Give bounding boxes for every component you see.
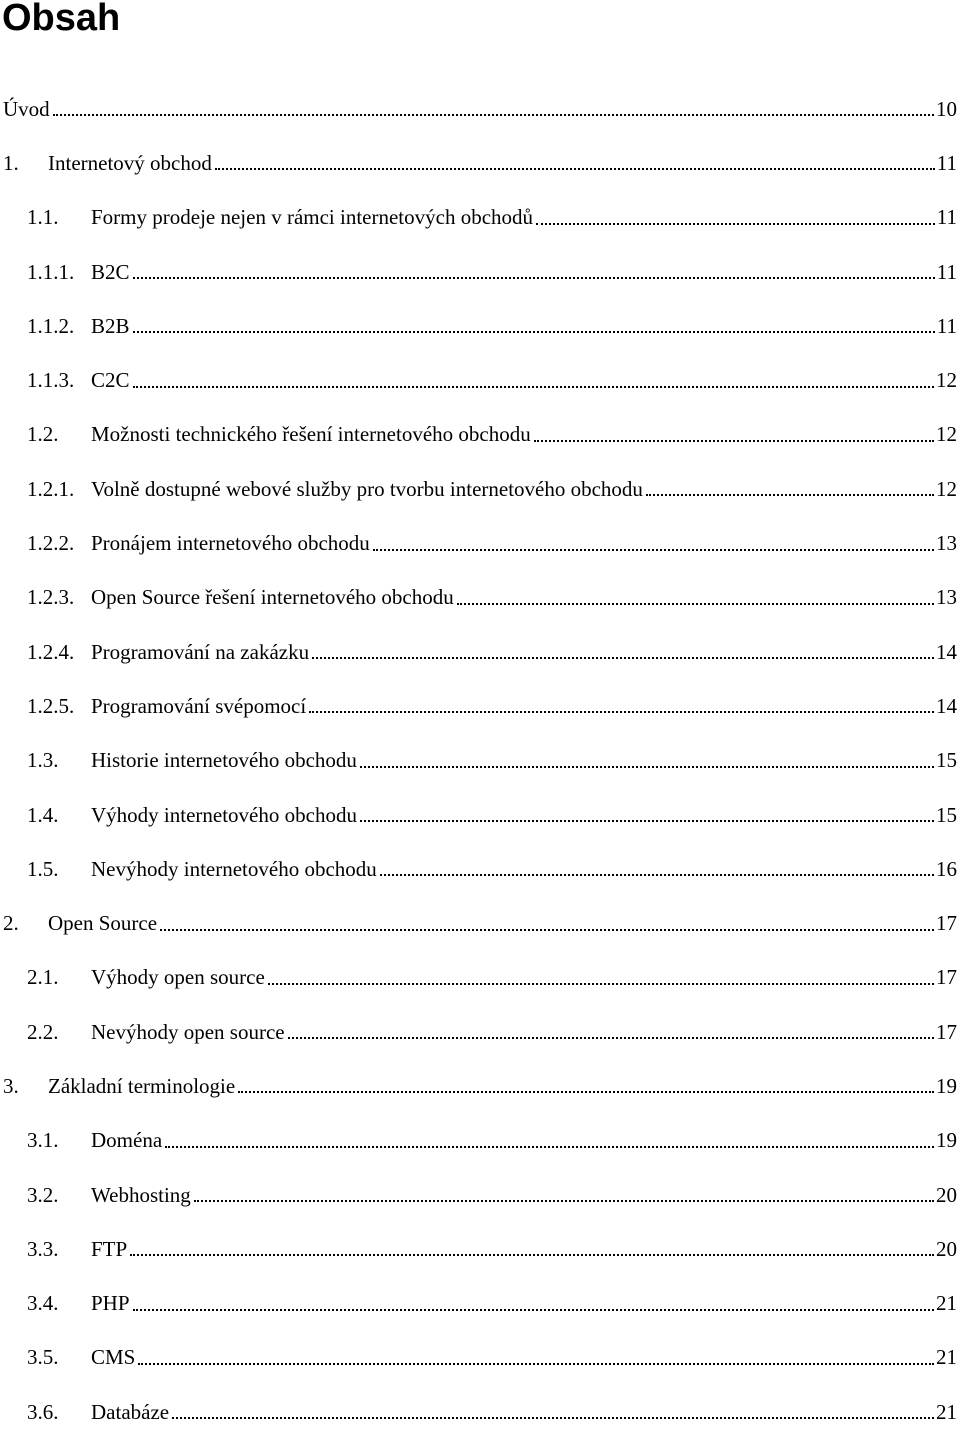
dot-leader [53, 114, 934, 116]
toc-entry[interactable] [0, 788, 960, 842]
dot-leader [373, 549, 934, 551]
dot-leader [360, 820, 934, 822]
toc-entry[interactable] [0, 1277, 960, 1331]
dot-leader [215, 168, 935, 170]
toc-entry-label: CMS [91, 1345, 136, 1370]
dot-leader [133, 277, 935, 279]
toc-entry[interactable] [0, 1331, 960, 1385]
dot-leader [534, 440, 934, 442]
toc-entry[interactable] [0, 571, 960, 625]
toc-entry[interactable] [0, 353, 960, 407]
toc-entry-page-number: 19 [936, 1073, 957, 1098]
toc-entry-label: C2C [91, 368, 130, 393]
toc-entry-label: B2B [91, 313, 130, 338]
toc-entry-page-number: 11 [936, 150, 957, 175]
toc-entry-page-number: 11 [936, 259, 957, 284]
toc-entry-label: Doména [91, 1128, 163, 1153]
toc-entry-number: 2.2. [27, 1019, 59, 1044]
toc-entry-number: 3.1. [27, 1128, 59, 1153]
toc-entry-page-number: 12 [936, 476, 957, 501]
toc-entry[interactable] [0, 1222, 960, 1276]
toc-entry-page-number: 16 [936, 856, 957, 881]
dot-leader [133, 1309, 934, 1311]
toc-entry[interactable] [0, 1114, 960, 1168]
toc-entry-number: 2.1. [27, 965, 59, 990]
toc-entry-number: 1.2.3. [27, 585, 75, 610]
toc-entry-page-number: 17 [936, 1019, 957, 1044]
toc-entry-number: 1.1.1. [27, 259, 75, 284]
toc-entry-number: 1.1.3. [27, 368, 75, 393]
toc-entry[interactable] [0, 82, 960, 136]
toc-entry-page-number: 14 [936, 639, 957, 664]
dot-leader [138, 1363, 934, 1365]
toc-entry-label: Open Source [48, 911, 158, 936]
toc-entry-page-number: 13 [936, 531, 957, 556]
toc-entry-label: Nevýhody open source [91, 1019, 285, 1044]
toc-entry-number: 3.3. [27, 1236, 59, 1261]
dot-leader [130, 1254, 934, 1256]
toc-entry-label: Formy prodeje nejen v rámci internetových obchodů [91, 205, 534, 230]
toc-entry-page-number: 21 [936, 1291, 957, 1316]
toc-entry[interactable] [0, 896, 960, 950]
toc-entry-number: 1.1. [27, 205, 59, 230]
toc-entry-label: B2C [91, 259, 130, 284]
toc-entry-page-number: 21 [936, 1399, 957, 1424]
toc-entry-page-number: 20 [936, 1236, 957, 1261]
toc-entry-page-number: 21 [936, 1345, 957, 1370]
dot-leader [160, 929, 934, 931]
dot-leader [380, 874, 934, 876]
toc-entry-page-number: 17 [936, 965, 957, 990]
toc-entry-number: 1.2. [27, 422, 59, 447]
toc-entry-label: Internetový obchod [48, 150, 212, 175]
toc-entry[interactable] [0, 842, 960, 896]
dot-leader [312, 657, 934, 659]
toc-entry-label: Možnosti technického řešení internetového obchodu [91, 422, 531, 447]
toc-entry-page-number: 13 [936, 585, 957, 610]
dot-leader [646, 494, 934, 496]
toc-entry[interactable] [0, 299, 960, 353]
toc-entry-label: Výhody internetového obchodu [91, 802, 357, 827]
dot-leader [133, 331, 935, 333]
toc-entry-number: 2. [3, 911, 19, 936]
dot-leader [194, 1200, 934, 1202]
page-title: Obsah [2, 0, 121, 39]
toc-entry[interactable] [0, 951, 960, 1005]
toc-entry-number: 3. [3, 1073, 19, 1098]
toc-entry-page-number: 17 [936, 911, 957, 936]
dot-leader [360, 766, 934, 768]
toc-entry[interactable] [0, 734, 960, 788]
toc-entry-number: 1.4. [27, 802, 59, 827]
toc-entry-page-number: 11 [936, 313, 957, 338]
toc-entry-page-number: 10 [936, 96, 957, 121]
toc-entry-number: 1.3. [27, 748, 59, 773]
toc-entry-number: 3.5. [27, 1345, 59, 1370]
toc-entry-number: 3.6. [27, 1399, 59, 1424]
toc-entry-label: Volně dostupné webové služby pro tvorbu internetového obchodu [91, 476, 643, 501]
toc-entry-label: Webhosting [91, 1182, 191, 1207]
toc-entry-page-number: 12 [936, 422, 957, 447]
toc-entry-label: Úvod [3, 96, 50, 121]
dot-leader [165, 1146, 934, 1148]
toc-entry[interactable] [0, 1005, 960, 1059]
toc-entry-page-number: 15 [936, 802, 957, 827]
toc-entry-page-number: 12 [936, 368, 957, 393]
toc-entry[interactable] [0, 408, 960, 462]
toc-entry-number: 3.2. [27, 1182, 59, 1207]
toc-entry-label: Výhody open source [91, 965, 265, 990]
toc-entry-label: FTP [91, 1236, 128, 1261]
toc-entry-number: 1.2.4. [27, 639, 75, 664]
table-of-contents [0, 82, 960, 1439]
toc-entry[interactable] [0, 191, 960, 245]
toc-entry-label: Programování svépomocí [91, 693, 307, 718]
toc-entry-label: Programování na zakázku [91, 639, 310, 664]
toc-entry-page-number: 19 [936, 1128, 957, 1153]
dot-leader [288, 1037, 934, 1039]
toc-entry[interactable] [0, 625, 960, 679]
toc-entry-label: Základní terminologie [48, 1073, 236, 1098]
toc-entry-number: 3.4. [27, 1291, 59, 1316]
toc-entry-number: 1.2.5. [27, 693, 75, 718]
toc-entry-number: 1.2.1. [27, 476, 75, 501]
toc-entry-number: 1.1.2. [27, 313, 75, 338]
toc-entry-page-number: 14 [936, 693, 957, 718]
toc-entry[interactable] [0, 679, 960, 733]
toc-entry[interactable] [0, 1059, 960, 1113]
dot-leader [457, 603, 934, 605]
toc-entry-page-number: 20 [936, 1182, 957, 1207]
dot-leader [238, 1091, 934, 1093]
toc-entry[interactable] [0, 245, 960, 299]
toc-entry[interactable] [0, 516, 960, 570]
toc-entry[interactable] [0, 1385, 960, 1439]
dot-leader [268, 983, 934, 985]
toc-entry[interactable] [0, 1168, 960, 1222]
dot-leader [309, 711, 934, 713]
toc-entry-page-number: 15 [936, 748, 957, 773]
toc-entry[interactable] [0, 462, 960, 516]
toc-entry-page-number: 11 [936, 205, 957, 230]
toc-entry-number: 1.2.2. [27, 531, 75, 556]
dot-leader [536, 223, 935, 225]
dot-leader [133, 386, 934, 388]
toc-entry-number: 1. [3, 150, 19, 175]
toc-entry-label: PHP [91, 1291, 130, 1316]
toc-entry-label: Historie internetového obchodu [91, 748, 357, 773]
toc-entry-number: 1.5. [27, 856, 59, 881]
toc-entry-label: Databáze [91, 1399, 170, 1424]
toc-entry-label: Nevýhody internetového obchodu [91, 856, 377, 881]
toc-entry[interactable] [0, 136, 960, 190]
toc-entry-label: Open Source řešení internetového obchodu [91, 585, 454, 610]
toc-entry-label: Pronájem internetového obchodu [91, 531, 370, 556]
